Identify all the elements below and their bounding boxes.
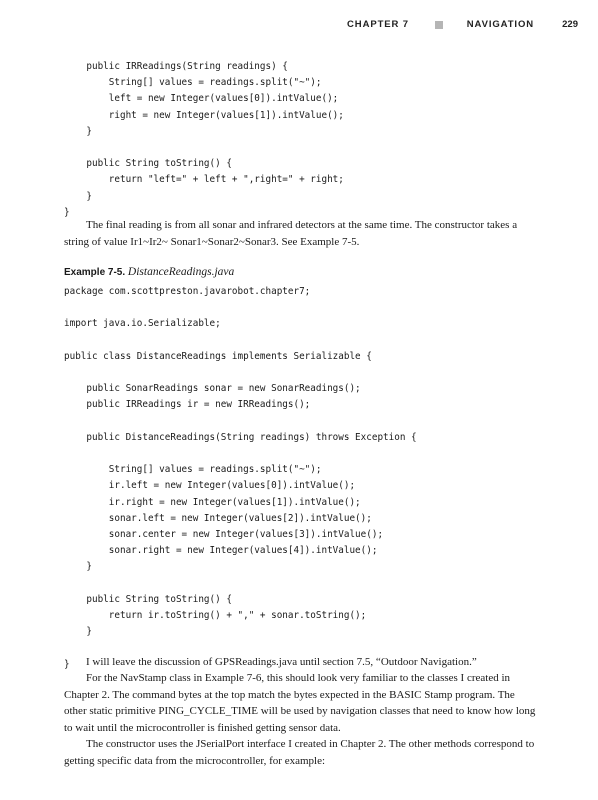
- running-header: [300, 19, 578, 33]
- paragraph-gpsreadings: [64, 654, 536, 671]
- example-caption: [64, 265, 234, 280]
- paragraph-text: The constructor uses the JSerialPort interface I created in Chapter 2. The other methods correspond to getting specific data from the microcontroller, for example:: [64, 738, 535, 767]
- paragraph-text: The final reading is from all sonar and infrared detectors at the same time. The constructor takes a string of value Ir1~Ir2~ Sonar1~Sonar2~Sonar3. See Example 7-5.: [64, 219, 518, 248]
- paragraph-constructor: [64, 736, 536, 769]
- example-filename: DistanceReadings.java: [127, 266, 235, 278]
- paragraph-text: I will leave the discussion of GPSReadings.java until section 7.5, “Outdoor Navigation.”: [86, 656, 477, 668]
- section-label: NAVIGATION: [466, 19, 534, 30]
- code-block-irreadings: public IRReadings(String readings) { String[] values = readings.split("~"); left = new Integer(values[0]).intValue(); right = new Integer(values[1]).intValue(); } public String toString() { return "left=" + left + ",right=" + right; } }: [64, 61, 344, 218]
- paragraph-navstamp: [64, 670, 536, 736]
- paragraph-text: For the NavStamp class in Example 7-6, this should look very familiar to the classes I created in Chapter 2. The command bytes at the top match the bytes expected in the BASIC Stamp program. The other static primitive PING_CYCLE_TIME will be used by navigation classes that need to know how long to wait until the microcontroller is finished getting sensor data.: [64, 672, 536, 734]
- paragraph-final-reading: [64, 217, 536, 250]
- header-square-icon: [435, 21, 443, 29]
- chapter-label: CHAPTER 7: [347, 19, 409, 30]
- code-block-distancereadings: package com.scottpreston.javarobot.chapter7; import java.io.Serializable; public class DistanceReadings implements Serializable { public SonarReadings sonar = new SonarReadings(); public IRReadings ir = new IRReadings(); public DistanceReadings(String readings) throws Exception { String[] values = readings.split("~"); ir.left = new Integer(values[0]).intValue(); ir.right = new Integer(values[1]).intValue(); sonar.left = new Integer(values[2]).intValue(); sonar.center = new Integer(values[3]).intValue(); sonar.right = new Integer(values[4]).intValue(); } public String toString() { return ir.toString() + "," + sonar.toString(); } }: [64, 286, 417, 670]
- page-number: 229: [562, 19, 578, 30]
- example-label: Example 7-5.: [64, 267, 126, 278]
